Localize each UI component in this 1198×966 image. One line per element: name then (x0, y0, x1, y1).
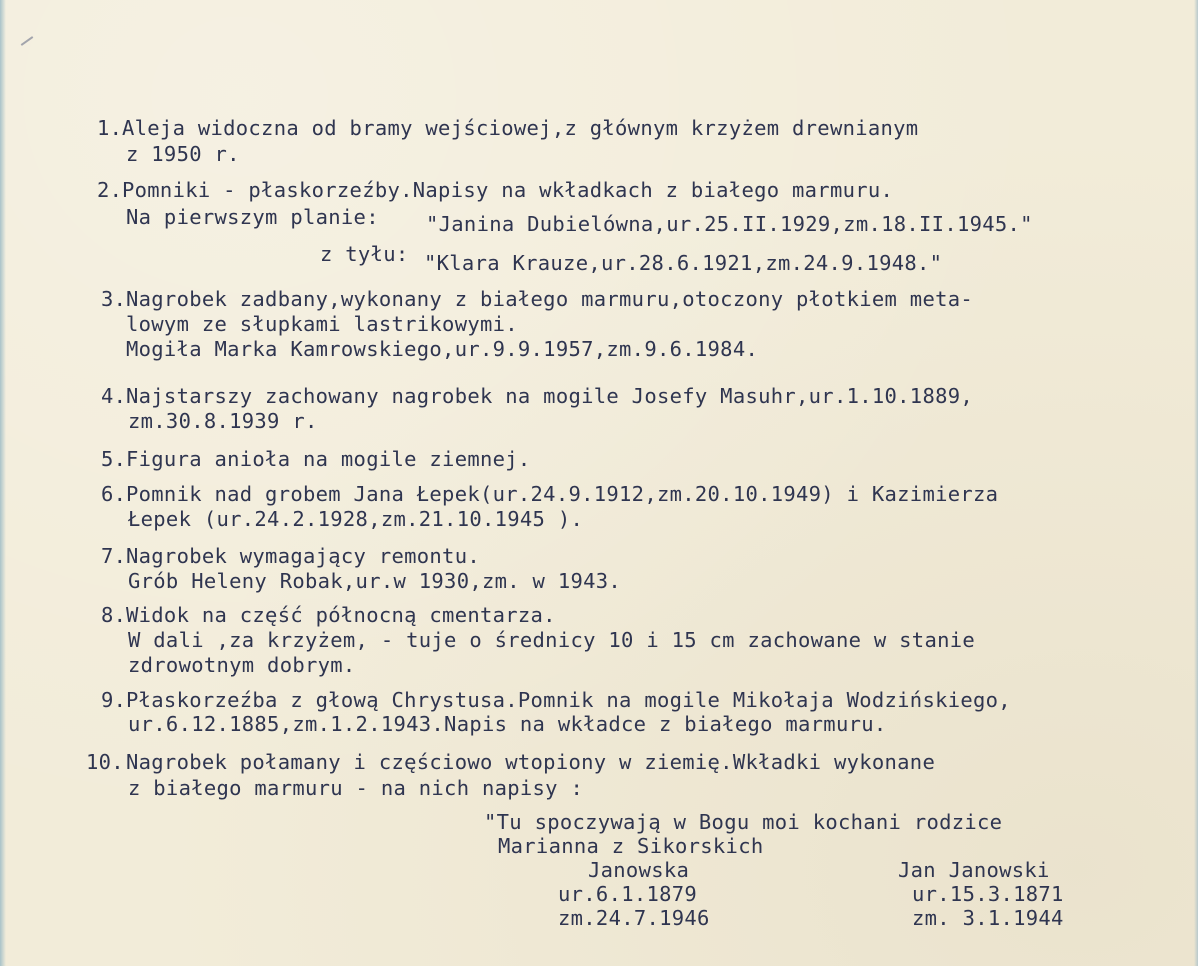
item-2-number: 2. (97, 178, 123, 202)
item-2-line-1: Pomniki - płaskorzeźby.Napisy na wkładkach z białego marmuru. (122, 178, 894, 202)
item-3-number: 3. (101, 287, 127, 311)
item-6-line-1: Pomnik nad grobem Jana Łepek(ur.24.9.1912,zm.20.10.1949) i Kazimierza (126, 482, 999, 506)
item-3-line-2: lowym ze słupkami lastrikowymi. (126, 312, 518, 336)
item-8-line-2: W dali ,za krzyżem, - tuje o średnicy 10 i 15 cm zachowane w stanie (128, 628, 976, 652)
item-1-number: 1. (97, 116, 123, 140)
inscription-mother-surname: Janowska (588, 858, 690, 882)
inscription-mother-born: ur.6.1.1879 (558, 882, 698, 906)
item-2-inscription-2: "Klara Krauze,ur.28.6.1921,zm.24.9.1948." (424, 251, 943, 275)
item-4-line-1: Najstarszy zachowany nagrobek na mogile Josefy Masuhr,ur.1.10.1889, (126, 384, 974, 408)
item-7-number: 7. (101, 544, 127, 568)
inscription-father-name: Jan Janowski (898, 858, 1050, 882)
item-7-line-2: Grób Heleny Robak,ur.w 1930,zm. w 1943. (128, 569, 622, 593)
item-2-plan-label: Na pierwszym planie: (126, 205, 379, 229)
item-10-line-2: z białego marmuru - na nich napisy : (128, 776, 584, 800)
inscription-line-1: "Tu spoczywają w Bogu moi kochani rodzice (484, 810, 1003, 834)
item-8-line-3: zdrowotnym dobrym. (128, 653, 356, 677)
item-3-line-3: Mogiła Marka Kamrowskiego,ur.9.9.1957,zm.9.6.1984. (126, 337, 759, 361)
item-7-line-1: Nagrobek wymagający remontu. (126, 544, 480, 568)
item-5-line-1: Figura anioła na mogile ziemnej. (126, 447, 531, 471)
item-9-line-2: ur.6.12.1885,zm.1.2.1943.Napis na wkładce z białego marmuru. (128, 712, 887, 736)
item-5-number: 5. (101, 447, 127, 471)
page-edge-right (1194, 0, 1198, 966)
inscription-mother-died: zm.24.7.1946 (558, 906, 710, 930)
item-2-back-label: z tyłu: (320, 242, 409, 266)
item-6-line-2: Łepek (ur.24.2.1928,zm.21.10.1945 ). (128, 507, 584, 531)
item-10-line-1: Nagrobek połamany i częściowo wtopiony w ziemię.Wkładki wykonane (126, 750, 936, 774)
item-2-inscription-1: "Janina Dubielówna,ur.25.II.1929,zm.18.II.1945." (426, 212, 1033, 236)
item-4-line-2: zm.30.8.1939 r. (128, 409, 318, 433)
item-4-number: 4. (101, 384, 127, 408)
item-1-line-2: z 1950 r. (126, 142, 240, 166)
item-9-line-1: Płaskorzeźba z głową Chrystusa.Pomnik na mogile Mikołaja Wodzińskiego, (126, 688, 1011, 712)
item-9-number: 9. (101, 688, 127, 712)
item-10-number: 10. (86, 750, 124, 774)
item-1-line-1: Aleja widoczna od bramy wejściowej,z głównym krzyżem drewnianym (122, 116, 919, 140)
inscription-line-2: Marianna z Sikorskich (498, 834, 764, 858)
page-edge-left (0, 0, 6, 966)
pencil-mark (21, 36, 34, 46)
item-8-number: 8. (101, 603, 127, 627)
inscription-father-died: zm. 3.1.1944 (912, 906, 1064, 930)
item-8-line-1: Widok na część północną cmentarza. (126, 603, 556, 627)
item-3-line-1: Nagrobek zadbany,wykonany z białego marmuru,otoczony płotkiem meta- (126, 287, 974, 311)
item-6-number: 6. (101, 482, 127, 506)
inscription-father-born: ur.15.3.1871 (912, 882, 1064, 906)
